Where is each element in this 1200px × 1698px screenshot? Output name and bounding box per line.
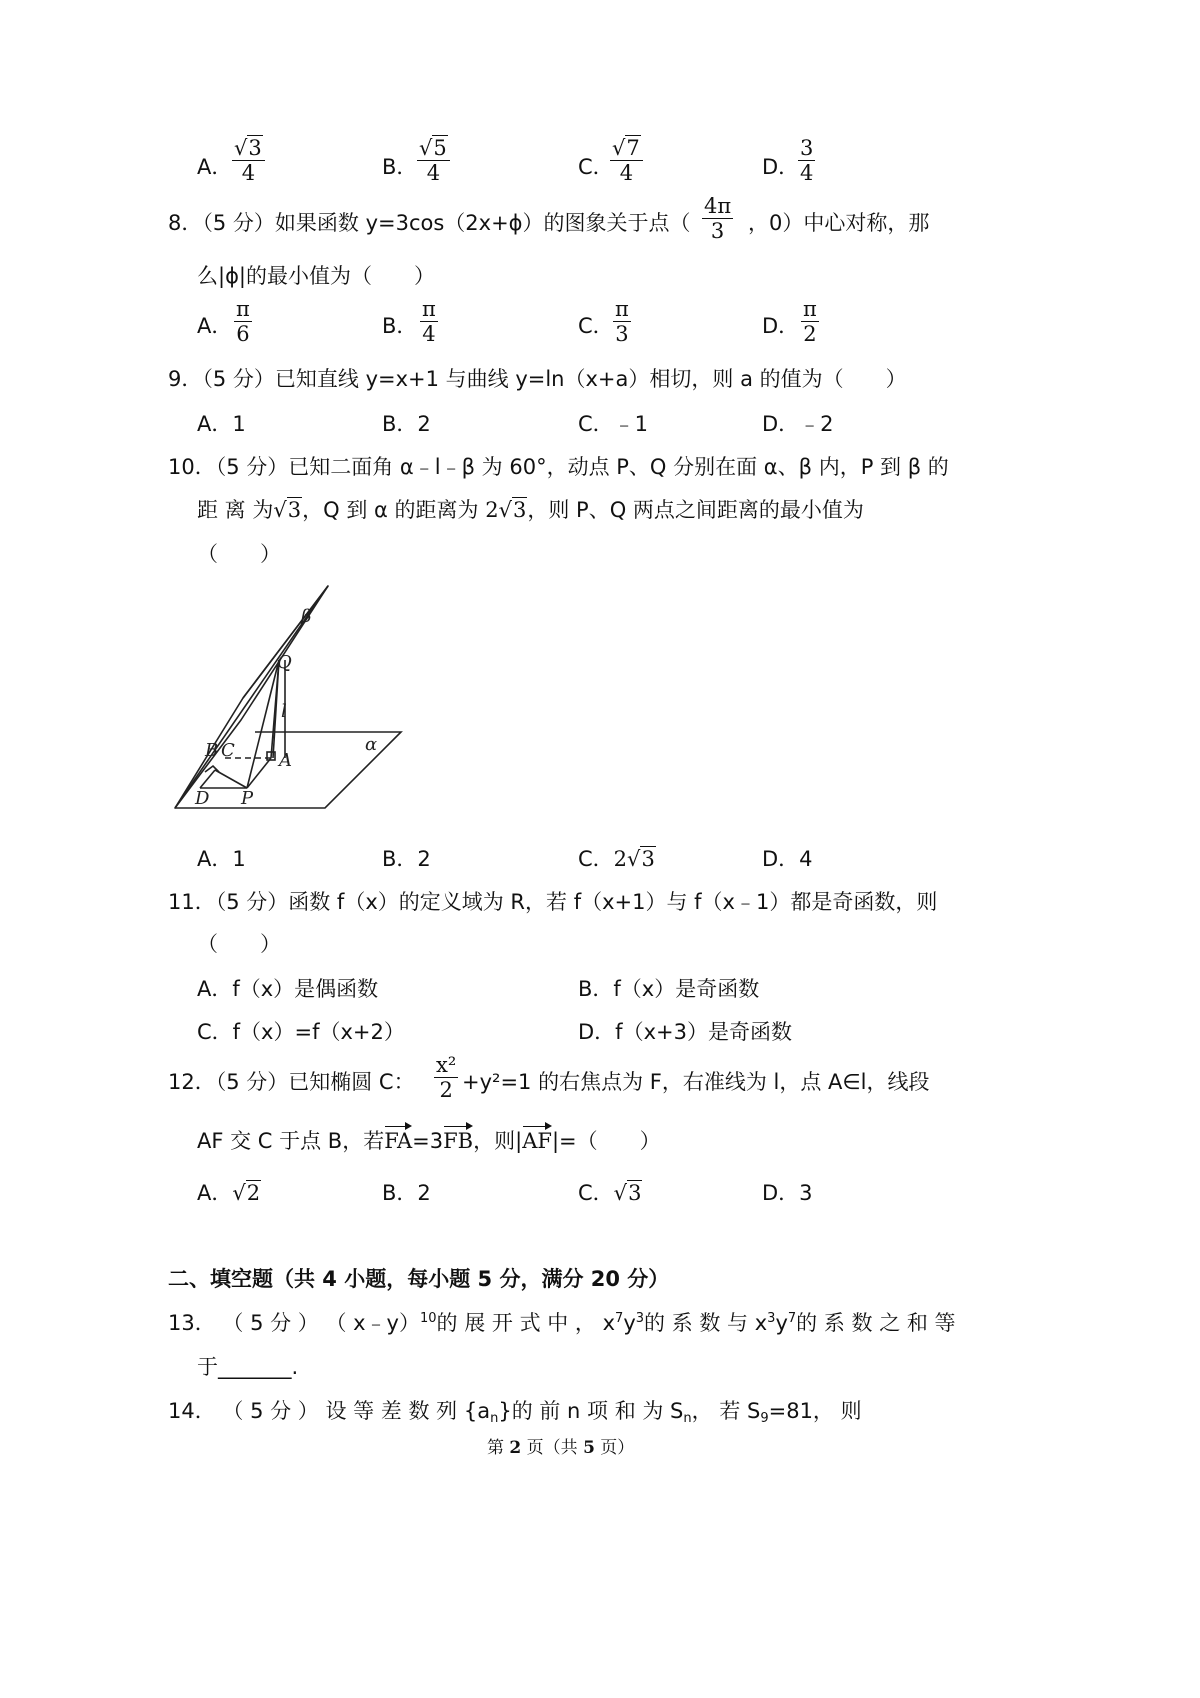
q9-option-d: D．﹣2 [762,412,834,436]
q10-option-c: C．2√3 [578,847,655,871]
q12-stem-line1: 12．（5 分）已知椭圆 C： [168,1070,415,1094]
q9-option-a: A．1 [197,412,246,436]
q12-ellipse-fraction: $\frac{\text{x²}}{2}$ [436,1053,457,1102]
q12-option-c: C．√3 [578,1181,642,1205]
q9-stem: 9．（5 分）已知直线 y=x+1 与曲线 y=ln（x+a）相切，则 a 的值为（ ） [168,367,907,391]
q8-point-fraction: $\frac{4\pi}{3}$ [704,194,732,243]
q7-option-b-fraction: $\frac{√5}{4}$ [417,136,450,185]
section-heading: 二、填空题（共 4 小题，每小题 5 分，满分 20 分） [168,1267,670,1291]
q14-stem-line1: 14． （ 5 分 ） 设 等 差 数 列 $\{a_n\}$的 前 n 项 和 为 $S_n$， 若 $S_9=81$， 则 [168,1399,862,1426]
q8-stem-line1-end: ，0）中心对称，那 [748,211,930,235]
q8-option-b: B． [382,314,418,338]
q10-option-d: D．4 [762,847,813,871]
label-alpha: α [365,734,378,755]
q7-option-d: D． [762,155,800,179]
label-beta: β [301,606,312,627]
label-c: C [221,740,235,761]
q8-option-d: D． [762,314,800,338]
q7-option-a-label: A． [197,155,233,179]
q11-option-d: D．f（x+3）是奇函数 [578,1020,792,1044]
label-b: B [205,740,219,761]
q11-option-b: B．f（x）是奇函数 [578,977,760,1001]
label-q: Q [277,652,292,673]
q7-option-a-fraction: $\frac{√3}{4}$ [232,136,265,185]
q11-stem-line1: 11．（5 分）函数 f（x）的定义域为 R，若 f（x+1）与 f（x﹣1）都是奇函数，则 [168,890,938,914]
q11-option-c: C．f（x）=f（x+2） [197,1020,405,1044]
q10-dihedral-figure [165,580,415,820]
q8-option-b-fraction: $\frac{\pi}{4}$ [422,297,436,346]
q13-stem-line1: 13． （ 5 分 ） （ x﹣y）$^{10}$的 展 开 式 中 ， $x^7y^3$的 系 数 与 $x^3y^7$的 系 数 之 和 等 [168,1311,956,1335]
q10-stem-line3: （ ） [197,542,281,566]
q8-option-a: A． [197,314,233,338]
q12-option-a: A．√2 [197,1181,261,1205]
vector-fa: FA [384,1129,413,1153]
q8-stem-line2: 么|ϕ|的最小值为（ ） [197,264,436,288]
q12-stem-line1-end: +y²=1 的右焦点为 F，右准线为 l，点 A∈l，线段 [462,1070,930,1094]
q10-option-b: B．2 [382,847,431,871]
q12-stem-line2: AF 交 C 于点 B，若FA=3FB，则|AF|=（ ） [197,1129,661,1153]
q8-option-c-fraction: $\frac{\pi}{3}$ [615,297,629,346]
q13-stem-line2: 于_______. [197,1355,299,1379]
q7-option-b: B． [382,155,418,179]
q9-option-c: C．﹣1 [578,412,649,436]
q7-option-a [197,151,232,181]
q8-stem-line1: 8．（5 分）如果函数 y=3cos（2x+ϕ）的图象关于点（ [168,211,691,235]
label-l: l [281,701,287,722]
q8-option-d-fraction: $\frac{\pi}{2}$ [803,297,817,346]
label-p: P [241,788,254,809]
q7-option-c-fraction: $\frac{√7}{4}$ [610,136,643,185]
q7-option-c: C． [578,155,614,179]
label-d: D [195,788,210,809]
vector-fb: FB [443,1129,474,1153]
q11-option-a: A．f（x）是偶函数 [197,977,379,1001]
page-footer: 第 2 页（共 5 页） [487,1438,635,1458]
vector-af: AF [522,1129,552,1153]
q8-option-c: C． [578,314,614,338]
q10-option-a: A．1 [197,847,246,871]
q8-option-a-fraction: $\frac{\pi}{6}$ [236,297,250,346]
q11-stem-line2: （ ） [197,932,281,956]
q12-option-b: B．2 [382,1181,431,1205]
label-a: A [279,750,292,771]
q12-option-d: D．3 [762,1181,813,1205]
q10-stem-line2: 距 离 为√3，Q 到 α 的距离为 2√3，则 P、Q 两点之间距离的最小值为 [197,498,864,522]
q7-option-d-fraction: $\frac{3}{4}$ [800,136,814,185]
q9-option-b: B．2 [382,412,431,436]
q10-stem-line1: 10．（5 分）已知二面角 α﹣l﹣β 为 60°，动点 P、Q 分别在面 α、β 内，P 到 β 的 [168,455,949,479]
